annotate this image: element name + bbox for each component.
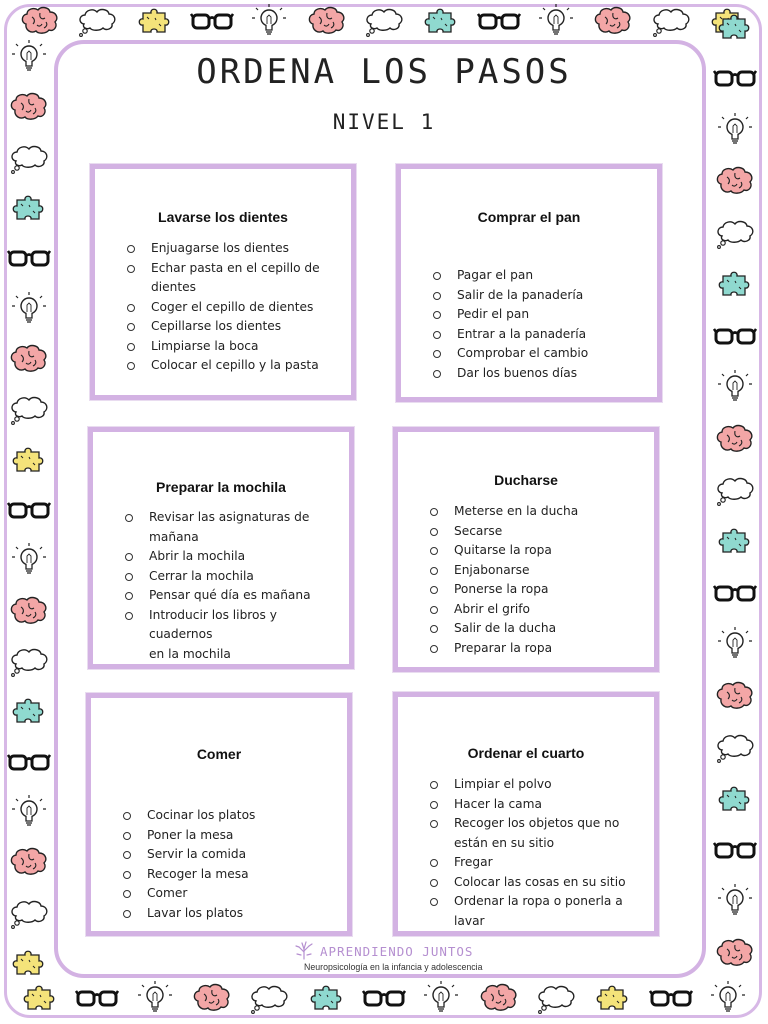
- step-text-line: Dar los buenos días: [457, 365, 578, 380]
- puzzle-piece-icon: [7, 191, 51, 225]
- glasses-icon: [649, 981, 693, 1015]
- step-item: [433, 286, 647, 306]
- circle-bullet-icon: [430, 508, 438, 516]
- circle-bullet-icon: [433, 370, 441, 378]
- puzzle-piece-icon: [7, 694, 51, 728]
- thought-cloud-icon: [713, 473, 757, 507]
- task-card-buying-bread: [396, 164, 662, 402]
- glasses-icon: [190, 4, 234, 38]
- brain-icon: [190, 981, 234, 1015]
- glasses-icon: [7, 745, 51, 779]
- step-text-line: Pensar qué día es mañana: [149, 588, 311, 602]
- puzzle-piece-icon: [419, 4, 463, 38]
- circle-bullet-icon: [430, 645, 438, 653]
- step-text-line: están en su sitio: [454, 835, 555, 850]
- circle-bullet-icon: [125, 573, 133, 581]
- task-card-packing-backpack: [88, 427, 354, 669]
- circle-bullet-icon: [123, 910, 131, 918]
- puzzle-piece-icon: [713, 782, 757, 816]
- circle-bullet-icon: [433, 331, 441, 339]
- puzzle-piece-icon: [7, 946, 51, 980]
- circle-bullet-icon: [430, 801, 438, 809]
- lightbulb-icon: [706, 981, 750, 1015]
- step-text-line: Servir la comida: [147, 847, 247, 861]
- glasses-icon: [362, 981, 406, 1015]
- thought-cloud-icon: [75, 4, 119, 38]
- thought-cloud-icon: [247, 981, 291, 1015]
- lightbulb-icon: [7, 292, 51, 326]
- circle-bullet-icon: [127, 362, 135, 370]
- lightbulb-icon: [713, 370, 757, 404]
- step-text-line: Echar pasta en el cepillo de: [151, 260, 320, 275]
- step-text-line: Recoger la mesa: [147, 866, 249, 881]
- step-text-line: Cerrar la mochila: [149, 568, 254, 583]
- circle-bullet-icon: [127, 265, 135, 273]
- step-item: [430, 619, 644, 639]
- task-card-title: Ducharse: [494, 472, 558, 488]
- step-item: [123, 845, 337, 865]
- circle-bullet-icon: [123, 812, 131, 820]
- lightbulb-icon: [713, 627, 757, 661]
- step-item: [433, 364, 647, 384]
- circle-bullet-icon: [123, 871, 131, 879]
- step-item: [430, 853, 644, 873]
- thought-cloud-icon: [7, 141, 51, 175]
- task-card-title: Comer: [196, 746, 242, 762]
- step-item: [430, 502, 644, 522]
- step-text-line: Entrar a la panadería: [457, 326, 587, 341]
- lightbulb-icon: [7, 795, 51, 829]
- circle-bullet-icon: [433, 350, 441, 358]
- circle-bullet-icon: [430, 820, 438, 828]
- brand-name: APRENDIENDO JUNTOS: [320, 944, 474, 959]
- circle-bullet-icon: [123, 851, 131, 859]
- step-item: [430, 873, 644, 893]
- right-decoration-strip: [708, 10, 762, 970]
- glasses-icon: [713, 833, 757, 867]
- step-text-line: Recoger los objetos que no: [454, 816, 620, 830]
- step-list: [430, 502, 644, 658]
- circle-bullet-icon: [127, 323, 135, 331]
- step-text-line: mañana: [149, 529, 199, 544]
- step-text-line: Lavar los platos: [147, 905, 244, 920]
- step-text-line: Ponerse la ropa: [454, 582, 549, 596]
- thought-cloud-icon: [713, 730, 757, 764]
- task-card-showering: [393, 427, 659, 672]
- step-text-line: Preparar la ropa: [454, 640, 553, 655]
- circle-bullet-icon: [430, 606, 438, 614]
- step-item: [433, 305, 647, 325]
- top-decoration-strip: [18, 2, 750, 40]
- circle-bullet-icon: [430, 879, 438, 887]
- puzzle-piece-icon: [7, 443, 51, 477]
- circle-bullet-icon: [125, 592, 133, 600]
- step-item: [125, 567, 339, 587]
- step-text-line: Introducir los libros y cuadernos: [149, 607, 277, 641]
- thought-cloud-icon: [362, 4, 406, 38]
- step-text-line: Meterse en la ducha: [454, 504, 579, 518]
- puzzle-piece-icon: [133, 4, 177, 38]
- step-text-line: Fregar: [454, 855, 493, 869]
- task-card-brushing-teeth: [90, 164, 356, 400]
- lightbulb-icon: [713, 884, 757, 918]
- thought-cloud-icon: [649, 4, 693, 38]
- step-item: [430, 580, 644, 600]
- step-text-line: Cocinar los platos: [147, 808, 256, 822]
- step-text-line: Poner la mesa: [147, 827, 234, 842]
- step-text-line: Abrir la mochila: [149, 549, 246, 563]
- step-text-line: Abrir el grifo: [454, 601, 530, 616]
- step-item: [430, 814, 644, 853]
- circle-bullet-icon: [433, 311, 441, 319]
- circle-bullet-icon: [430, 898, 438, 906]
- step-item: [125, 606, 339, 665]
- task-card-eating: [86, 693, 352, 936]
- lightbulb-icon: [534, 4, 578, 38]
- step-text-line: Limpiarse la boca: [151, 338, 259, 353]
- step-list: [125, 508, 339, 664]
- step-text-line: Colocar las cosas en su sitio: [454, 874, 626, 889]
- step-list: [127, 239, 341, 376]
- task-card-title: Ordenar el cuarto: [467, 745, 585, 761]
- brain-icon: [305, 4, 349, 38]
- step-item: [430, 639, 644, 659]
- lightbulb-icon: [419, 981, 463, 1015]
- brain-icon: [7, 594, 51, 628]
- step-text-line: Revisar las asignaturas de: [149, 510, 310, 524]
- step-text-line: Comprobar el cambio: [457, 346, 589, 360]
- brain-tree-logo-icon: [294, 940, 314, 960]
- task-card-title: Lavarse los dientes: [158, 209, 288, 225]
- circle-bullet-icon: [433, 292, 441, 300]
- step-item: [430, 892, 644, 931]
- step-item: [125, 547, 339, 567]
- step-item: [430, 600, 644, 620]
- step-text-line: en la mochila: [149, 646, 231, 661]
- thought-cloud-icon: [7, 896, 51, 930]
- step-text-line: lavar: [454, 913, 485, 928]
- thought-cloud-icon: [7, 644, 51, 678]
- circle-bullet-icon: [125, 553, 133, 561]
- lightbulb-icon: [247, 4, 291, 38]
- step-item: [123, 884, 337, 904]
- step-text-line: Ordenar la ropa o ponerla a: [454, 894, 623, 908]
- circle-bullet-icon: [125, 514, 133, 522]
- circle-bullet-icon: [430, 586, 438, 594]
- step-text-line: Pedir el pan: [457, 307, 530, 321]
- step-item: [433, 266, 647, 286]
- step-item: [430, 561, 644, 581]
- thought-cloud-icon: [7, 392, 51, 426]
- lightbulb-icon: [133, 981, 177, 1015]
- glasses-icon: [713, 576, 757, 610]
- puzzle-piece-icon: [18, 981, 62, 1015]
- circle-bullet-icon: [430, 547, 438, 555]
- brain-icon: [18, 4, 62, 38]
- circle-bullet-icon: [123, 832, 131, 840]
- step-item: [127, 298, 341, 318]
- circle-bullet-icon: [127, 343, 135, 351]
- step-text-line: Salir de la ducha: [454, 621, 557, 635]
- brain-icon: [477, 981, 521, 1015]
- step-text-line: Quitarse la ropa: [454, 543, 552, 557]
- step-text-line: Colocar el cepillo y la pasta: [151, 358, 319, 372]
- step-item: [433, 344, 647, 364]
- step-item: [433, 325, 647, 345]
- step-text-line: Cepillarse los dientes: [151, 319, 282, 333]
- thought-cloud-icon: [534, 981, 578, 1015]
- brain-icon: [713, 936, 757, 970]
- circle-bullet-icon: [127, 245, 135, 253]
- step-item: [127, 356, 341, 376]
- footer-branding: [250, 940, 520, 976]
- step-text-line: Pagar el pan: [457, 268, 534, 282]
- bottom-decoration-strip: [18, 978, 750, 1018]
- step-text-line: Secarse: [454, 523, 503, 538]
- step-item: [123, 806, 337, 826]
- step-text-line: Enjuagarse los dientes: [151, 241, 289, 255]
- puzzle-piece-icon: [713, 524, 757, 558]
- step-text-line: Coger el cepillo de dientes: [151, 299, 314, 314]
- step-list: [430, 775, 644, 931]
- step-item: [123, 904, 337, 924]
- circle-bullet-icon: [430, 781, 438, 789]
- step-item: [127, 337, 341, 357]
- step-item: [127, 317, 341, 337]
- puzzle-piece-icon: [713, 267, 757, 301]
- level-label: NIVEL 1: [332, 110, 436, 134]
- thought-cloud-icon: [713, 216, 757, 250]
- page-title: ORDENA LOS PASOS: [196, 52, 572, 92]
- circle-bullet-icon: [430, 528, 438, 536]
- circle-bullet-icon: [127, 304, 135, 312]
- brand-tagline: Neuropsicología en la infancia y adolescencia: [304, 962, 483, 972]
- step-item: [430, 541, 644, 561]
- glasses-icon: [713, 319, 757, 353]
- circle-bullet-icon: [430, 859, 438, 867]
- step-item: [123, 826, 337, 846]
- step-item: [127, 239, 341, 259]
- brain-icon: [7, 845, 51, 879]
- puzzle-piece-icon: [591, 981, 635, 1015]
- task-card-tidying-room: [393, 692, 659, 936]
- step-item: [430, 795, 644, 815]
- step-text-line: Hacer la cama: [454, 796, 542, 811]
- step-item: [123, 865, 337, 885]
- brain-icon: [7, 342, 51, 376]
- left-decoration-strip: [4, 40, 54, 980]
- step-item: [127, 259, 341, 298]
- task-card-title: Comprar el pan: [477, 209, 581, 225]
- circle-bullet-icon: [430, 567, 438, 575]
- step-text-line: Comer: [147, 886, 188, 900]
- step-text-line: Salir de la panadería: [457, 287, 584, 302]
- glasses-icon: [7, 493, 51, 527]
- step-item: [430, 775, 644, 795]
- step-list: [433, 266, 647, 383]
- lightbulb-icon: [7, 543, 51, 577]
- circle-bullet-icon: [125, 612, 133, 620]
- step-item: [430, 522, 644, 542]
- task-card-title: Preparar la mochila: [156, 479, 286, 495]
- brain-icon: [713, 164, 757, 198]
- glasses-icon: [7, 241, 51, 275]
- puzzle-piece-icon: [305, 981, 349, 1015]
- brain-icon: [591, 4, 635, 38]
- puzzle-piece-icon: [713, 10, 757, 44]
- circle-bullet-icon: [123, 890, 131, 898]
- glasses-icon: [75, 981, 119, 1015]
- step-item: [125, 508, 339, 547]
- circle-bullet-icon: [430, 625, 438, 633]
- step-text-line: Enjabonarse: [454, 562, 530, 577]
- glasses-icon: [477, 4, 521, 38]
- brain-icon: [713, 422, 757, 456]
- step-text-line: Limpiar el polvo: [454, 777, 552, 791]
- circle-bullet-icon: [433, 272, 441, 280]
- step-item: [125, 586, 339, 606]
- step-list: [123, 806, 337, 923]
- step-text-line: dientes: [151, 280, 196, 294]
- brain-icon: [713, 679, 757, 713]
